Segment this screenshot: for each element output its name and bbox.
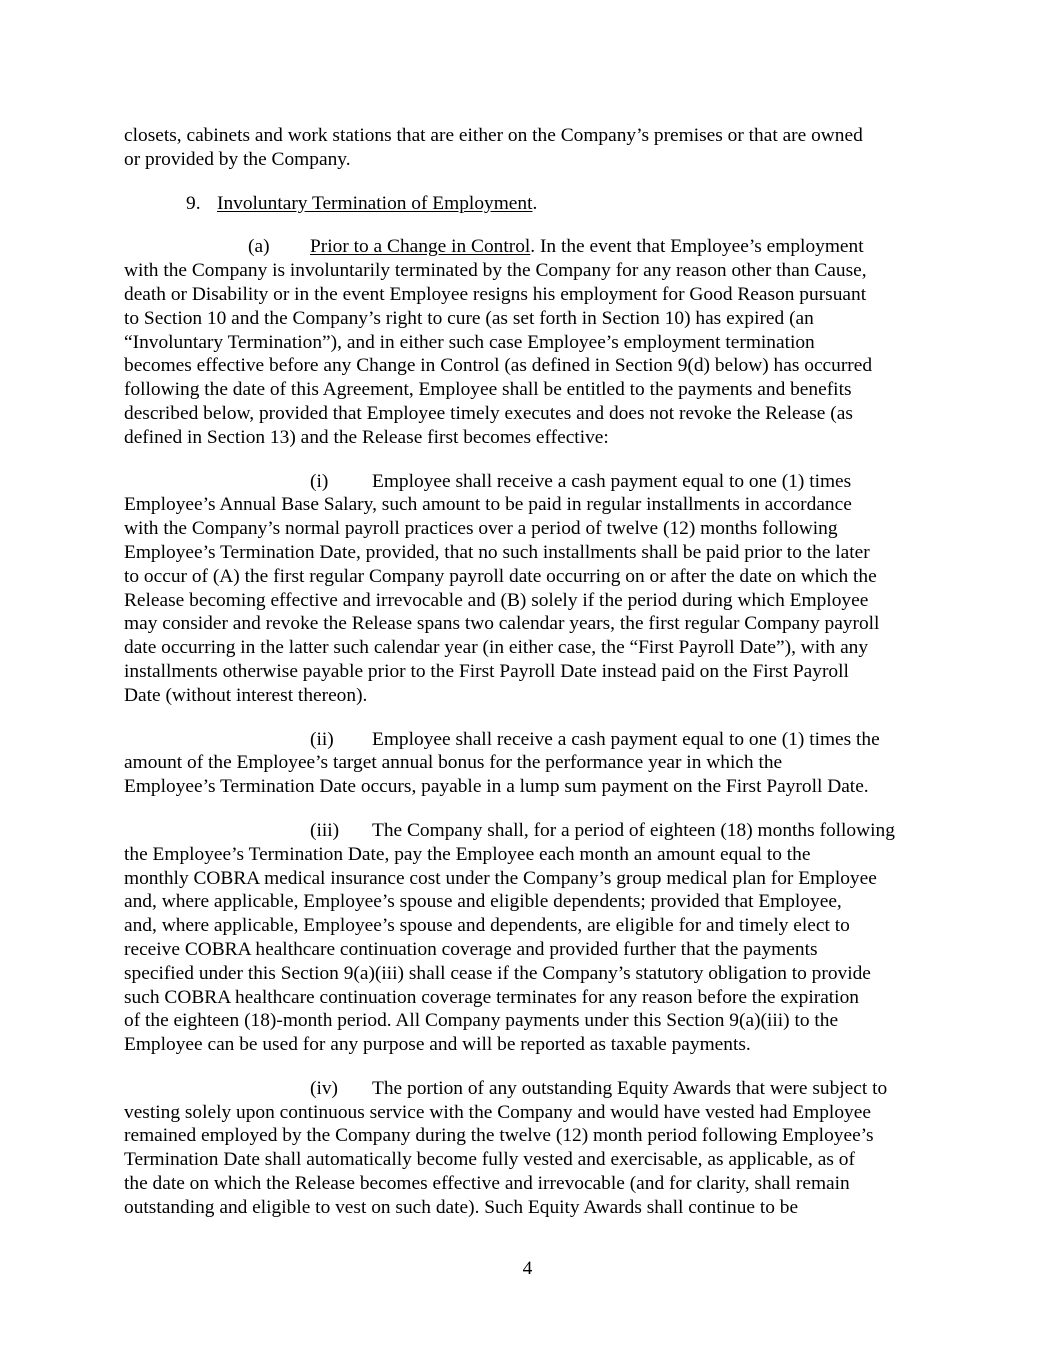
subsection-marker: (a) <box>248 236 270 258</box>
text-line: the Employee’s Termination Date, pay the Employee each month an amount equal to the <box>124 843 811 865</box>
text-line: Employee’s Annual Base Salary, such amount to be paid in regular installments in accordance <box>124 494 852 516</box>
item-lead-text: The portion of any outstanding Equity Awards that were subject to <box>372 1077 888 1099</box>
text-line: and, where applicable, Employee’s spouse and eligible dependents; provided that Employee, <box>124 891 842 913</box>
text-line: or provided by the Company. <box>124 148 351 170</box>
item-marker: (iv) <box>310 1077 338 1099</box>
item-ii-paragraph <box>124 728 934 799</box>
item-lead-text: Employee shall receive a cash payment equal to one (1) times <box>372 470 852 492</box>
text-line: Termination Date shall automatically become fully vested and exercisable, as applicable, as of <box>124 1149 855 1171</box>
text-line: following the date of this Agreement, Employee shall be entitled to the payments and benefits <box>124 379 852 401</box>
item-first-line <box>124 1077 934 1101</box>
item-i-paragraph <box>124 470 934 708</box>
text-line: Release becoming effective and irrevocable and (B) solely if the period during which Employee <box>124 589 869 611</box>
text-line: becomes effective before any Change in Control (as defined in Section 9(d) below) has occurred <box>124 355 873 377</box>
subsection-lead-text: . In the event that Employee’s employment <box>530 236 864 258</box>
text-line: death or Disability or in the event Employee resigns his employment for Good Reason pursuant <box>124 283 867 305</box>
subsection-title: Prior to a Change in Control <box>310 236 531 258</box>
text-line: installments otherwise payable prior to the First Payroll Date instead paid on the First Payroll <box>124 660 849 682</box>
text-line: such COBRA healthcare continuation coverage terminates for any reason before the expiration <box>124 986 859 1008</box>
subsection-first-line <box>124 235 934 259</box>
text-line: monthly COBRA medical insurance cost under the Company’s group medical plan for Employee <box>124 867 877 889</box>
text-line: outstanding and eligible to vest on such date). Such Equity Awards shall continue to be <box>124 1196 799 1218</box>
text-line: Date (without interest thereon). <box>124 684 368 706</box>
text-line: Employee can be used for any purpose and will be reported as taxable payments. <box>124 1034 751 1056</box>
text-line: defined in Section 13) and the Release first becomes effective: <box>124 426 609 448</box>
section-title: Involuntary Termination of Employment <box>217 192 533 214</box>
text-line: and, where applicable, Employee’s spouse and dependents, are eligible for and timely elect to <box>124 915 850 937</box>
text-line: date occurring in the latter such calendar year (in either case, the “First Payroll Date”), with any <box>124 637 869 659</box>
text-line: to Section 10 and the Company’s right to cure (as set forth in Section 10) has expired (an <box>124 307 814 329</box>
text-line: remained employed by the Company during the twelve (12) month period following Employee’s <box>124 1125 874 1147</box>
item-marker: (i) <box>310 470 329 492</box>
text-line: Employee’s Termination Date, provided, that no such installments shall be paid prior to the later <box>124 541 870 563</box>
text-line: “Involuntary Termination”), and in either such case Employee’s employment termination <box>124 331 815 353</box>
text-line: may consider and revoke the Release spans two calendar years, the first regular Company payroll <box>124 613 880 635</box>
continuation-paragraph <box>124 124 934 172</box>
document-page <box>124 124 934 1220</box>
item-lead-text: The Company shall, for a period of eighteen (18) months following <box>372 819 895 841</box>
item-first-line <box>124 728 934 752</box>
text-line: vesting solely upon continuous service with the Company and would have vested had Employee <box>124 1101 871 1123</box>
item-marker: (ii) <box>310 728 334 750</box>
text-line: to occur of (A) the first regular Company payroll date occurring on or after the date on which the <box>124 565 877 587</box>
subsection-a-paragraph <box>124 235 934 449</box>
item-lead-text: Employee shall receive a cash payment equal to one (1) times the <box>372 728 880 750</box>
item-iii-paragraph <box>124 819 934 1057</box>
item-first-line <box>124 470 934 494</box>
text-line: receive COBRA healthcare continuation coverage and provided further that the payments <box>124 938 818 960</box>
text-line: with the Company is involuntarily terminated by the Company for any reason other than Cause, <box>124 260 867 282</box>
section-title-period: . <box>532 192 538 214</box>
page-number: 4 <box>522 1258 533 1279</box>
item-iv-paragraph <box>124 1077 934 1220</box>
item-marker: (iii) <box>310 819 340 841</box>
text-line: specified under this Section 9(a)(iii) shall cease if the Company’s statutory obligation to provide <box>124 962 871 984</box>
section-heading <box>124 192 934 216</box>
section-number: 9. <box>186 192 201 214</box>
text-line: closets, cabinets and work stations that are either on the Company’s premises or that are owned <box>124 125 863 146</box>
item-first-line <box>124 819 934 843</box>
text-line: amount of the Employee’s target annual bonus for the performance year in which the <box>124 752 783 774</box>
text-line: with the Company’s normal payroll practices over a period of twelve (12) months following <box>124 518 838 540</box>
text-line: described below, provided that Employee timely executes and does not revoke the Release (as <box>124 402 853 424</box>
text-line: of the eighteen (18)-month period. All Company payments under this Section 9(a)(iii) to the <box>124 1010 839 1032</box>
text-line: Employee’s Termination Date occurs, payable in a lump sum payment on the First Payroll Date. <box>124 776 869 798</box>
text-line: the date on which the Release becomes effective and irrevocable (and for clarity, shall remain <box>124 1173 850 1195</box>
